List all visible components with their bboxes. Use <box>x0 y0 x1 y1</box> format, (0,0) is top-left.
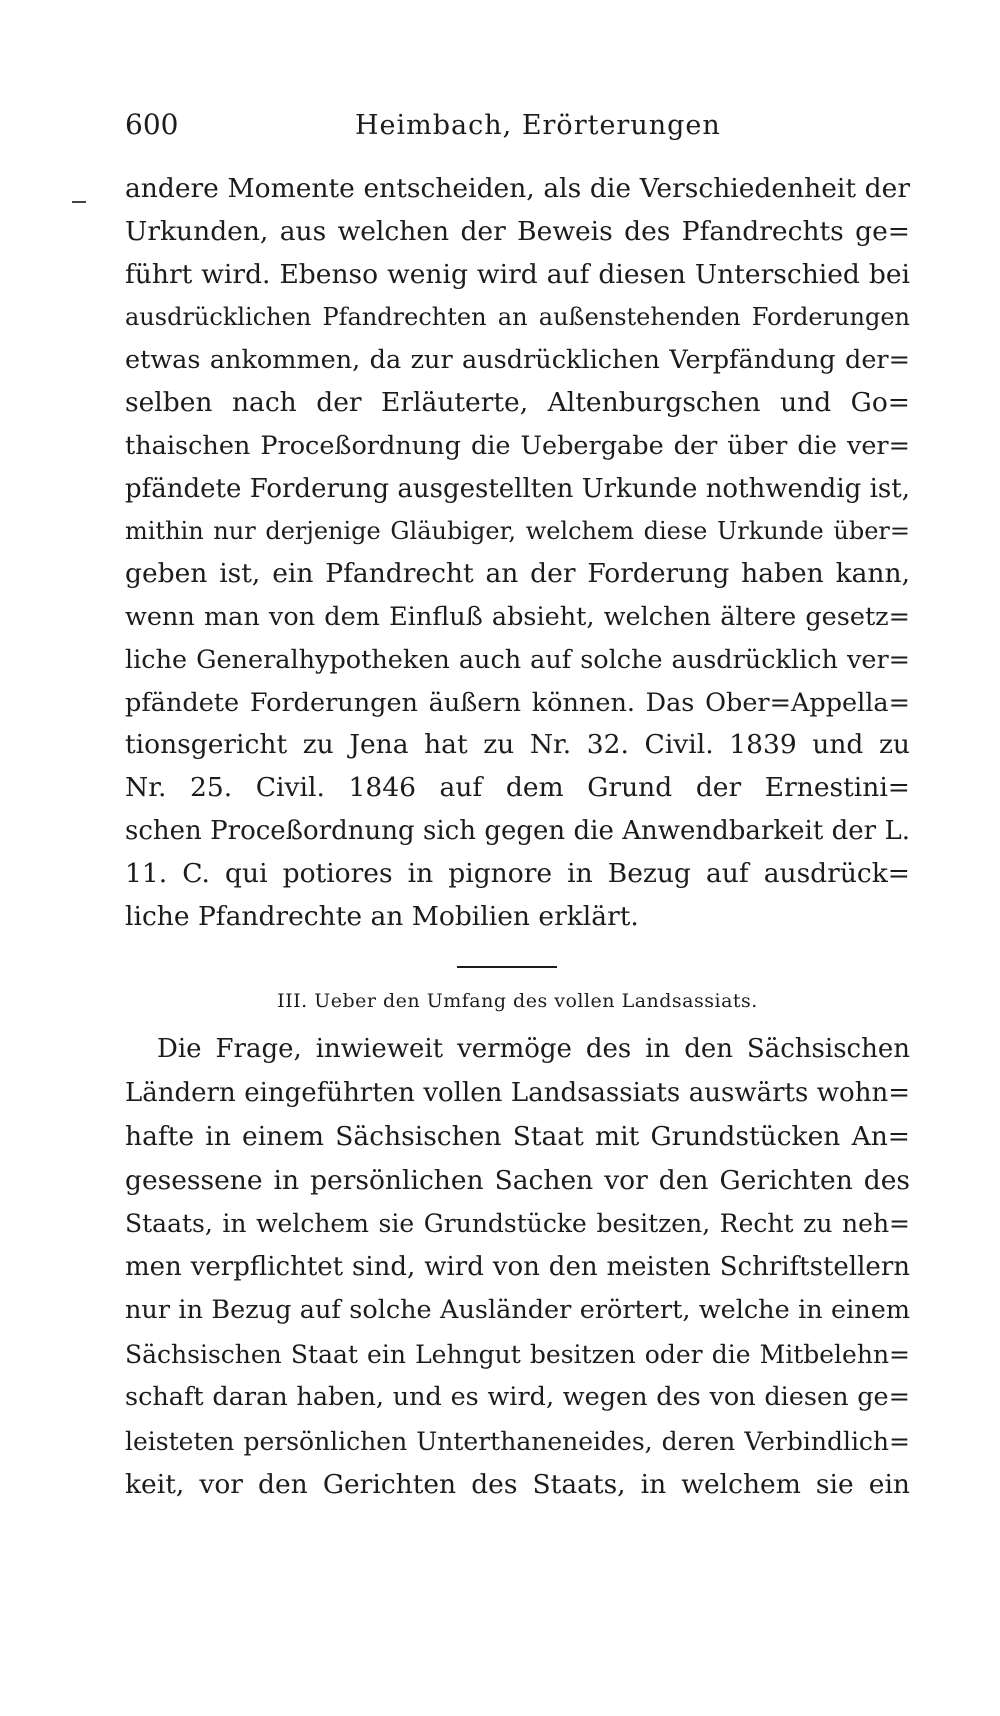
text-line: nur in Bezug auf solche Ausländer erörtert, welche in einem <box>125 1295 910 1325</box>
text-line: hafte in einem Sächsischen Staat mit Grundstücken An= <box>125 1121 910 1152</box>
text-line: Urkunden, aus welchen der Beweis des Pfandrechts ge= <box>125 215 910 247</box>
paragraph-2 <box>125 1028 910 1507</box>
text-line: liche Generalhypotheken auch auf solche ausdrücklich ver= <box>125 644 910 675</box>
text-line: geben ist, ein Pfandrecht an der Forderung haben kann, <box>125 558 910 590</box>
text-line: etwas ankommen, da zur ausdrücklichen Verpfändung der= <box>125 345 910 376</box>
text-line: pfändete Forderungen äußern können. Das Ober=Appella= <box>125 687 910 718</box>
text-line: mithin nur derjenige Gläubiger, welchem diese Urkunde über= <box>125 517 910 546</box>
page-number: 600 <box>125 108 179 141</box>
page-header <box>125 108 910 148</box>
margin-mark <box>72 201 86 203</box>
text-line: selben nach der Erläuterte, Altenburgschen und Go= <box>125 386 910 418</box>
text-line: gesessene in persönlichen Sachen vor den Gerichten des <box>125 1164 910 1196</box>
text-line: leisteten persönlichen Unterthaneneides, deren Verbindlich= <box>125 1426 910 1456</box>
text-line: 11. C. qui potiores in pignore in Bezug auf ausdrück= <box>125 857 910 889</box>
text-line: pfändete Forderung ausgestellten Urkunde nothwendig ist, <box>125 473 910 504</box>
text-line: thaischen Proceßordnung die Uebergabe der über die ver= <box>125 430 910 461</box>
text-line: andere Momente entscheiden, als die Verschiedenheit der <box>125 173 910 204</box>
text-line: führt wird. Ebenso wenig wird auf diesen Unterschied bei <box>125 258 910 290</box>
text-line: Ländern eingeführten vollen Landsassiats auswärts wohn= <box>125 1077 910 1108</box>
text-line: schaft daran haben, und es wird, wegen des von diesen ge= <box>125 1382 910 1412</box>
text-line: schen Proceßordnung sich gegen die Anwendbarkeit der L. <box>125 815 910 846</box>
text-line: Nr. 25. Civil. 1846 auf dem Grund der Ernestini= <box>125 772 910 804</box>
text-line: Staats, in welchem sie Grundstücke besitzen, Recht zu neh= <box>125 1209 910 1238</box>
text-line: tionsgericht zu Jena hat zu Nr. 32. Civil. 1839 und zu <box>125 729 910 761</box>
text-line: wenn man von dem Einfluß absieht, welchen ältere gesetz= <box>125 601 910 632</box>
section-divider <box>457 966 557 968</box>
text-line: keit, vor den Gerichten des Staats, in welchem sie ein <box>125 1469 910 1500</box>
text-line: men verpflichtet sind, wird von den meisten Schriftstellern <box>125 1251 910 1282</box>
text-line: ausdrücklichen Pfandrechten an außenstehenden Forderungen <box>125 303 910 332</box>
running-head: Heimbach, Erörterungen <box>355 110 721 141</box>
text-line: Sächsischen Staat ein Lehngut besitzen oder die Mitbelehn= <box>125 1339 910 1369</box>
section-heading: III. Ueber den Umfang des vollen Landsassiats. <box>277 990 758 1012</box>
text-line: liche Pfandrechte an Mobilien erklärt. <box>125 900 639 932</box>
text-line: Die Frage, inwieweit vermöge des in den Sächsischen <box>157 1034 910 1064</box>
paragraph-1 <box>125 168 910 938</box>
